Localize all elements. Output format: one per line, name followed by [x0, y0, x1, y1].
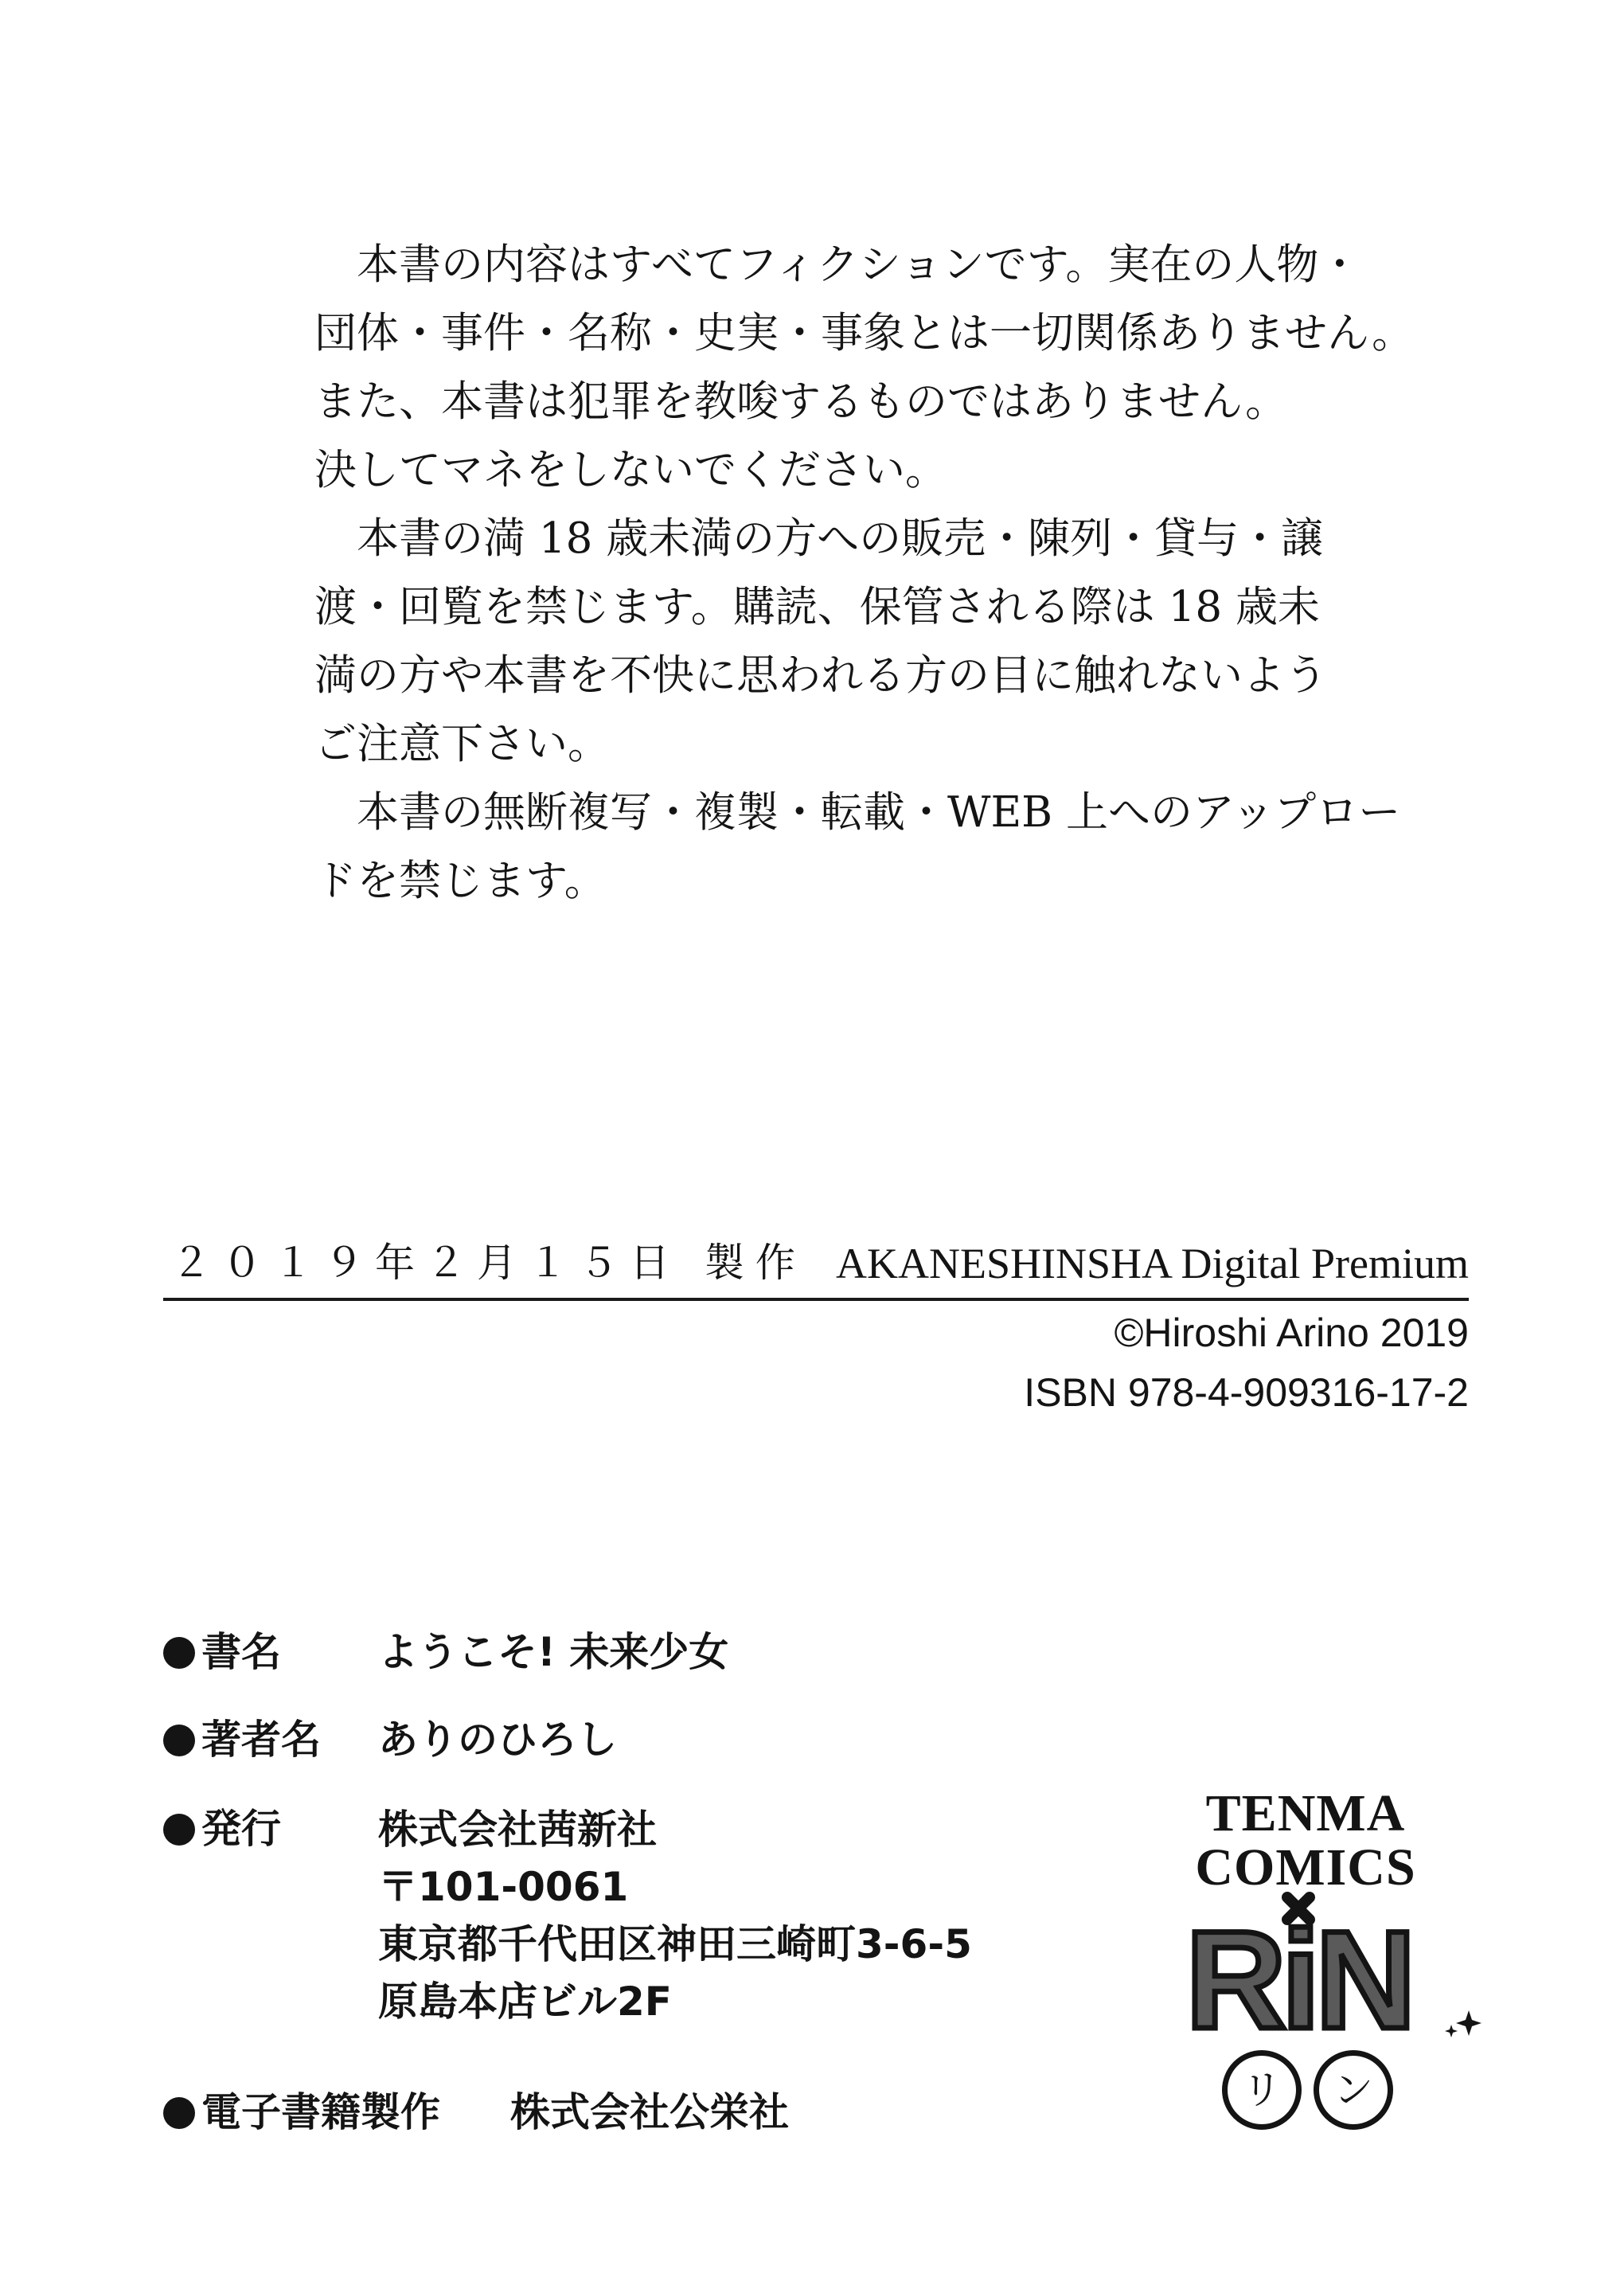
- publisher-label: 発行: [201, 1806, 281, 1852]
- imprint-name: AKANESHINSHA Digital Premium: [836, 1240, 1469, 1287]
- notice-line: 満の方や本書を不快に思われる方の目に触れないよう: [314, 651, 1327, 700]
- book-title-row: [163, 1624, 729, 1680]
- notice-line: ご注意下さい。: [314, 720, 610, 768]
- publisher-block: [378, 1801, 972, 2030]
- notice-line: 本書の内容はすべてフィクションです。実在の人物・: [314, 240, 1361, 289]
- publisher-building: 原島本店ビル2F: [378, 1979, 672, 2025]
- bullet-icon: [163, 1814, 195, 1846]
- book-title-label: 書名: [201, 1629, 281, 1675]
- ebook-production-row: [163, 2084, 789, 2140]
- notice-line: 渡・回覧を禁じます。購読、保管される際は 18 歳未: [314, 583, 1320, 631]
- bullet-icon: [163, 1725, 195, 1756]
- book-title-value: ようこそ! 未来少女: [378, 1629, 729, 1675]
- notice-line: 団体・事件・名称・史実・事象とは一切関係ありません。: [314, 309, 1415, 357]
- logo-series-line-1: TENMA: [1205, 1784, 1406, 1842]
- author-label: 著者名: [201, 1717, 321, 1763]
- publisher-name: 株式会社茜新社: [378, 1807, 657, 1853]
- ebook-production-value: 株式会社公栄社: [510, 2089, 789, 2135]
- sparkle-icon: [1445, 2010, 1482, 2037]
- notice-line: また、本書は犯罪を教唆するものではありません。: [314, 377, 1288, 426]
- notice-line: 本書の満 18 歳未満の方への販売・陳列・貸与・譲: [314, 514, 1324, 563]
- logo-series-line-2: COMICS: [1195, 1838, 1416, 1897]
- notice-line: ドを禁じます。: [314, 857, 607, 905]
- author-value: ありのひろし: [378, 1717, 617, 1763]
- ebook-production-label: 電子書籍製作: [201, 2089, 440, 2135]
- kana-ri-badge: リ: [1222, 2050, 1302, 2130]
- rin-wordmark-text: RiN: [1185, 1903, 1411, 2050]
- publisher-address: 東京都千代田区神田三崎町3-6-5: [378, 1921, 972, 1967]
- isbn: ISBN 978-4-909316-17-2: [1024, 1370, 1469, 1415]
- content-notice: [314, 231, 1415, 916]
- publisher-row: [163, 1801, 972, 2025]
- kana-n-badge: ン: [1314, 2050, 1393, 2130]
- bullet-icon: [163, 1637, 195, 1669]
- colophon-rule-row: [163, 1230, 1469, 1301]
- tenma-comics-rin-logo: [1118, 1784, 1493, 2138]
- author-row: [163, 1712, 617, 1768]
- notice-line: 決してマネをしないでください。: [314, 446, 947, 494]
- bullet-icon: [163, 2097, 195, 2129]
- publisher-postcode: 〒101-0061: [378, 1864, 629, 1910]
- rin-wordmark: [1118, 1891, 1493, 2050]
- copyright-notice: ©Hiroshi Arino 2019: [1114, 1311, 1469, 1355]
- production-date: ２０１９年２月１５日 製作: [171, 1240, 806, 1286]
- notice-line: 本書の無断複写・複製・転載・WEB 上へのアップロー: [314, 788, 1401, 837]
